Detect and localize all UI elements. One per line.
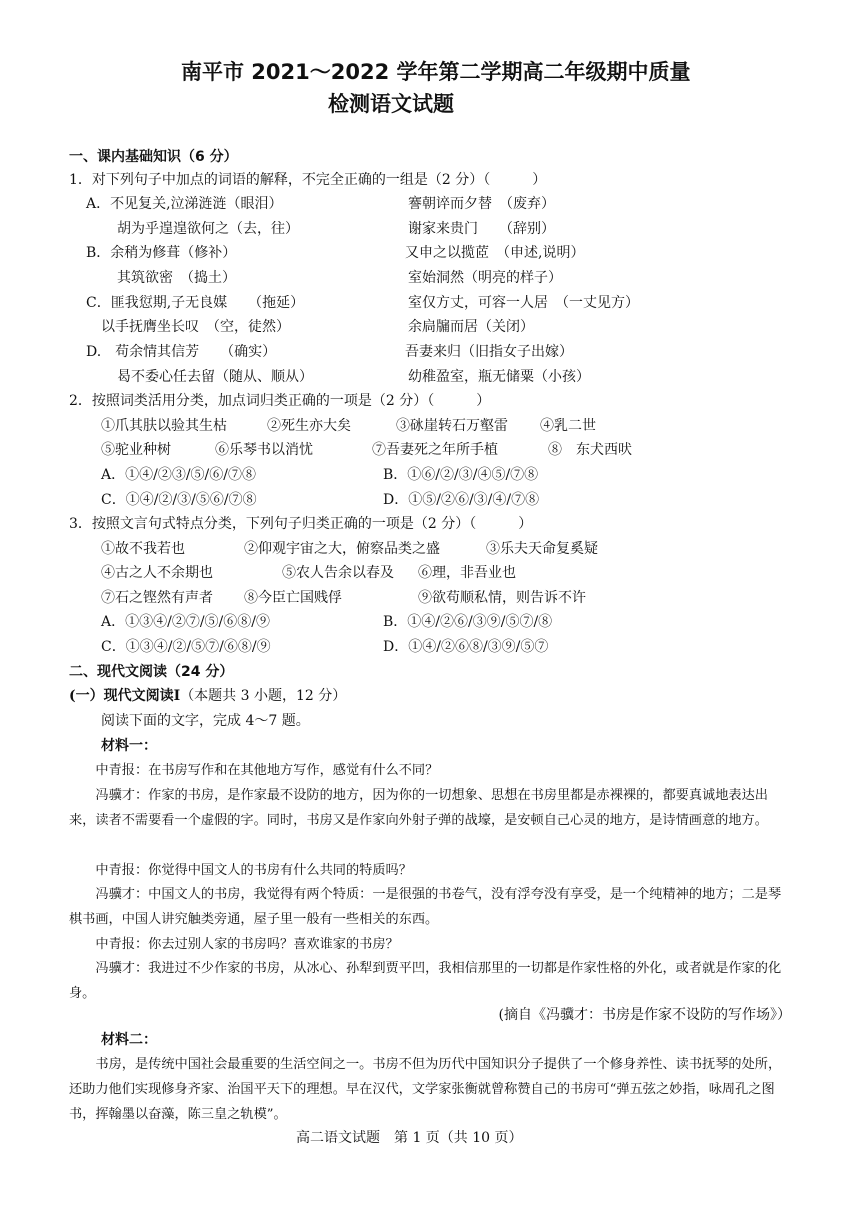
- q2-option-A: A．①④/②③/⑤/⑥/⑦⑧: [101, 467, 256, 483]
- q3-item-3: ③乐夫天命复奚疑: [486, 541, 598, 557]
- q1-D-2: 曷不委心任去留（随从、顺从）: [117, 369, 313, 385]
- subsection-note: （本题共 3 小题，12 分）: [180, 688, 347, 704]
- q1-D-1: D. 苟余情其信芳 （确实）: [86, 344, 277, 360]
- m1-para-3: 中青报：你觉得中国文人的书房有什么共同的特质吗？: [95, 863, 412, 878]
- q3-stem: 3．按照文言句式特点分类，下列句子归类正确的一项是（2 分）（ ）: [69, 516, 533, 532]
- m1-para-1: 中青报：在书房写作和在其他地方写作，感觉有什么不同？: [95, 763, 439, 778]
- q1-C-1: C．匪我愆期,子无良媒 （拖延）: [86, 295, 305, 311]
- m1-para-2: 冯骥才：作家的书房，是作家最不设防的地方，因为你的一切想象、思想在书房里都是赤裸裸的，都要真诚地表达出来，读者不需要看一个虚假的字。同时，书房又是作家向外射子弹的战壕，是安顿自己心灵的地方，是诗情画意的地方。: [69, 788, 768, 828]
- q1-C-3: 室仅方丈，可容一人居 （一丈见方）: [408, 295, 639, 311]
- reading-instruction: 阅读下面的文字，完成 4～7 题。: [101, 713, 310, 729]
- q3-option-D: D．①④/②⑥⑧/③⑨/⑤⑦: [383, 639, 549, 655]
- subsection-title: (一）现代文阅读Ⅰ: [69, 688, 181, 704]
- m1-para-5: 中青报：你去过别人家的书房吗？喜欢谁家的书房？: [95, 937, 399, 952]
- q2-item-2: ②死生亦大矣: [267, 418, 351, 434]
- section1-heading: 一、课内基础知识（6 分）: [69, 149, 238, 165]
- section2-heading: 二、现代文阅读（24 分）: [69, 664, 234, 680]
- q3-option-B: B．①④/②⑥/③⑨/⑤⑦/⑧: [383, 614, 553, 630]
- q3-item-8: ⑧今臣亡国贱俘: [244, 590, 342, 606]
- q3-option-A: A．①③④/②⑦/⑤/⑥⑧/⑨: [101, 614, 270, 630]
- q2-item-3: ③砯崖转石万壑雷: [396, 418, 508, 434]
- q1-A-2: 胡为乎遑遑欲何之（去，往）: [117, 221, 299, 237]
- q1-A-4: 谢家来贵门 （辞别）: [408, 221, 555, 237]
- m1-para-4: 冯骥才：中国文人的书房，我觉得有两个特质：一是很强的书卷气，没有浮夸没有享受，是一个纯精神的地方；二是琴棋书画，中国人讲究触类旁通，屋子里一般有一些相关的东西。: [69, 887, 782, 927]
- q2-option-D: D．①⑤/②⑥/③/④/⑦⑧: [383, 492, 540, 508]
- page-footer: 高二语文试题 第 1 页（共 10 页）: [296, 1130, 523, 1146]
- q3-item-6: ⑥理，非吾业也: [418, 565, 516, 581]
- q1-C-4: 余扃牖而居（关闭）: [408, 319, 534, 335]
- m2-para-1: 书房，是传统中国社会最重要的生活空间之一。书房不但为历代中国知识分子提供了一个修身养性、读书抚琴的处所，还助力他们实现修身齐家、治国平天下的理想。早在汉代，文学家张衡就曾称赞自己的书房可“弹五弦之妙指，咏周孔之图书，挥翰墨以奋藻，陈三皇之轨模”。: [69, 1057, 782, 1122]
- q1-B-1: B．余稍为修葺（修补）: [86, 245, 237, 261]
- q2-item-4: ④乳二世: [540, 418, 596, 434]
- q2-item-5: ⑤驼业种树: [101, 442, 171, 458]
- q1-D-3: 吾妻来归（旧指女子出嫁）: [405, 344, 573, 360]
- q3-item-7: ⑦石之铿然有声者: [101, 590, 213, 606]
- q2-item-6: ⑥乐琴书以消忧: [215, 442, 313, 458]
- q3-item-9: ⑨欲苟顺私情，则告诉不许: [418, 590, 586, 606]
- title-line-2: 检测语文试题: [328, 92, 454, 116]
- title-line-1: 南平市 2021～2022 学年第二学期高二年级期中质量: [181, 60, 691, 84]
- q1-A-1: A．不见复关,泣涕涟涟（眼泪）: [86, 196, 283, 212]
- q2-item-1: ①爪其肤以验其生枯: [101, 418, 227, 434]
- q3-item-4: ④古之人不余期也: [101, 565, 213, 581]
- q2-item-7: ⑦吾妻死之年所手植: [372, 442, 498, 458]
- q3-item-1: ①故不我若也: [101, 541, 185, 557]
- m1-source: (摘自《冯骥才：书房是作家不设防的写作场》）: [498, 1007, 791, 1023]
- q2-option-B: B．①⑥/②/③/④⑤/⑦⑧: [383, 467, 539, 483]
- q3-item-5: ⑤农人告余以春及: [282, 565, 394, 581]
- q1-B-2: 其筑欲密 （捣土）: [117, 270, 236, 286]
- q1-D-4: 幼稚盈室，瓶无储粟（小孩）: [408, 369, 590, 385]
- q1-A-3: 謇朝谇而夕替 （废弃）: [408, 196, 555, 212]
- q2-stem: 2．按照词类活用分类，加点词归类正确的一项是（2 分）（ ）: [69, 393, 491, 409]
- material-1-label: 材料一：: [101, 738, 157, 754]
- q1-C-2: 以手抚膺坐长叹 （空，徒然）: [101, 319, 290, 335]
- m1-para-6: 冯骥才：我进过不少作家的书房，从冰心、孙犁到贾平凹，我相信那里的一切都是作家性格的外化，或者就是作家的化身。: [69, 961, 782, 1001]
- q2-item-8: ⑧ 东犬西吠: [548, 442, 632, 458]
- subsection-heading: [69, 685, 346, 705]
- q3-item-2: ②仰观宇宙之大，俯察品类之盛: [244, 541, 440, 557]
- material-2-label: 材料二：: [101, 1032, 157, 1048]
- q1-B-3: 又申之以揽茝 （申述,说明）: [405, 245, 585, 261]
- q1-B-4: 室始洞然（明亮的样子）: [408, 270, 562, 286]
- q1-stem: 1．对下列句子中加点的词语的解释，不完全正确的一组是（2 分）（ ）: [69, 172, 547, 188]
- q2-option-C: C．①④/②/③/⑤⑥/⑦⑧: [101, 492, 257, 508]
- q3-option-C: C．①③④/②/⑤⑦/⑥⑧/⑨: [101, 639, 271, 655]
